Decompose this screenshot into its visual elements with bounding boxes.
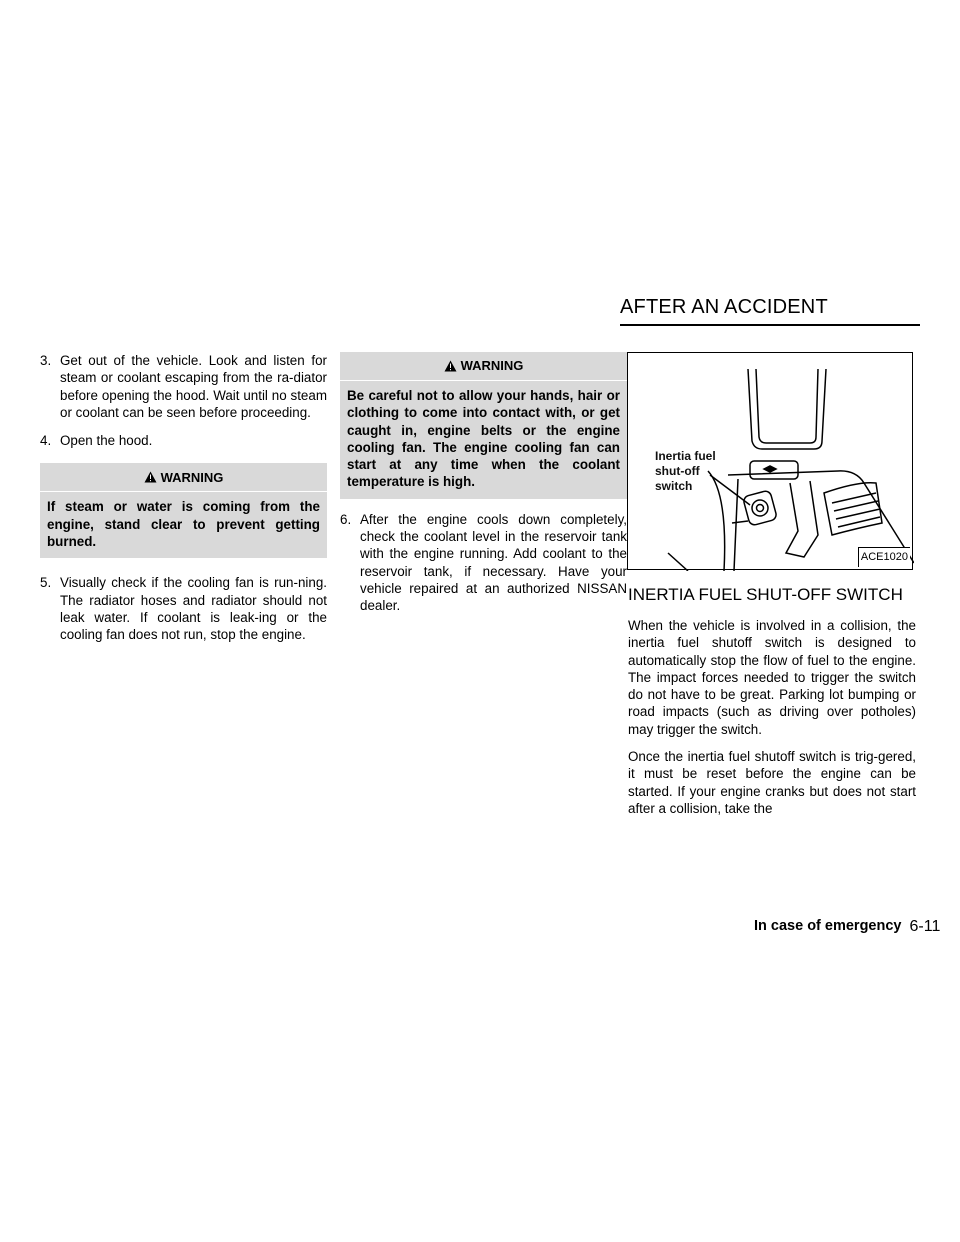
step-text: Visually check if the cooling fan is run-ning. The radiator hoses and radiator should not leak water. If coolant is leak-ing or the cooling fan does not run, stop the engine. (60, 575, 327, 643)
warning-box (40, 463, 327, 558)
figure-code: ACE1020 (858, 547, 910, 567)
page-number: 6-11 (909, 918, 941, 935)
column-3 (628, 352, 916, 827)
subsection-heading: INERTIA FUEL SHUT-OFF SWITCH (628, 585, 903, 604)
warning-header (40, 468, 327, 492)
paragraph: When the vehicle is involved in a collision, the inertia fuel shutoff switch is designed to automatically stop the flow of fuel to the engine. The impact forces needed to trigger the switch do not have to be great. Parking lot bumping or road impacts (such as driving over potholes) may trigger the switch. (628, 618, 916, 737)
step-number: 6. (340, 511, 352, 527)
warning-header (340, 357, 627, 381)
warning-title: WARNING (160, 469, 224, 485)
column-1 (40, 352, 327, 655)
section-rule (620, 324, 920, 326)
warning-text: Be careful not to allow your hands, hair or clothing to come into contact with, or get caught in, engine belts or the engine cooling fan. The engine cooling fan can start at any time when the coolant temperature is high. (347, 388, 620, 490)
step-6 (340, 511, 627, 615)
step-text: After the engine cools down completely, check the coolant level in the reservoir tank with the engine running. Add coolant to the reservoir tank, if necessary. Have your vehicle repaired at an authorized NISSAN dealer. (360, 511, 627, 614)
step-text: Get out of the vehicle. Look and listen for steam or coolant escaping from the ra-diator before opening the hood. Wait until no steam or coolant can be seen before proceeding. (60, 353, 327, 420)
step-4 (40, 432, 327, 449)
section-title: AFTER AN ACCIDENT (620, 296, 828, 318)
step-number: 3. (40, 353, 52, 368)
figure-callout-label: Inertia fuel shut-off switch (655, 449, 716, 493)
step-5 (40, 574, 327, 643)
page-footer (754, 918, 940, 936)
column-2 (340, 352, 627, 626)
warning-triangle-icon (444, 360, 457, 372)
warning-title: WARNING (460, 358, 524, 374)
step-number: 4. (40, 433, 52, 449)
warning-triangle-icon (144, 471, 157, 483)
paragraph: Once the inertia fuel shutoff switch is trig-gered, it must be reset before the engine can be started. If your engine cranks but does not start after a collision, take the (628, 749, 916, 816)
step-number: 5. (40, 575, 52, 591)
inertia-switch-figure (627, 352, 913, 570)
warning-text: If steam or water is coming from the engine, stand clear to prevent getting burned. (47, 499, 320, 550)
step-text: Open the hood. (60, 433, 153, 449)
warning-box (340, 352, 627, 499)
step-3 (40, 352, 327, 421)
chapter-name: In case of emergency (754, 918, 902, 934)
